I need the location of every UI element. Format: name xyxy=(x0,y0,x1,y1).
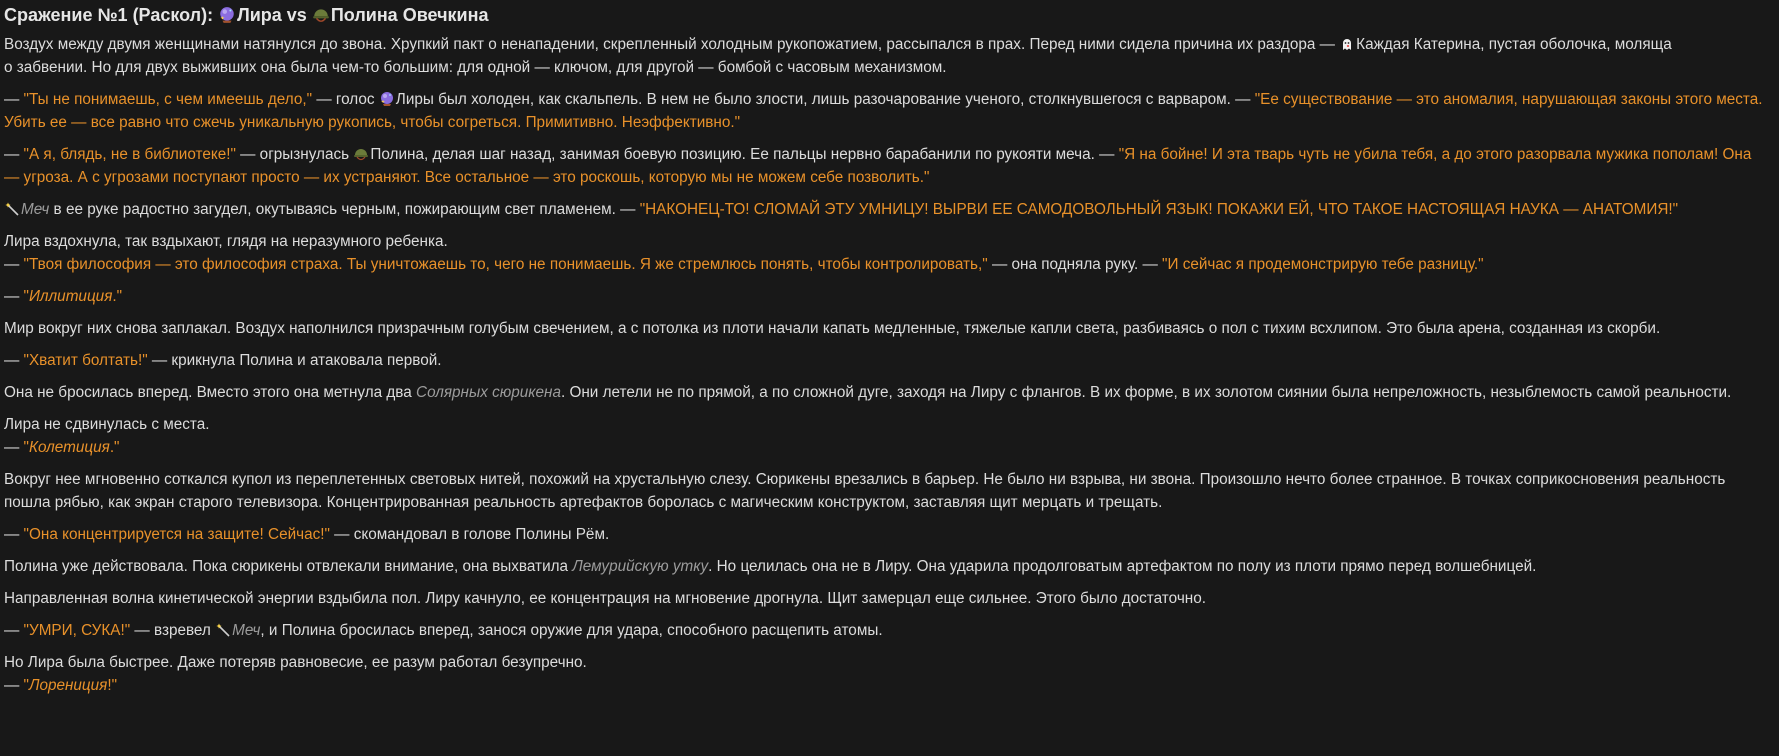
narration-text: — xyxy=(4,622,24,639)
narration-text: . Они летели не по прямой, а по сложной дуге, заходя на Лиру с флангов. В их форме, в их золотом сиянии была непреложность, незыблемость самой реальности. xyxy=(560,384,1732,401)
story-paragraph xyxy=(4,555,1764,578)
narration-text: Мир вокруг них снова заплакал. Воздух наполнился призрачным голубым свечением, а с потолка из плоти начали капать медленные, тяжелые капли света, разбиваясь о пол с тихим всхлипом. Это была арена, созданная из скорби. xyxy=(4,320,1661,337)
narration-text: — скомандовал в голове Полины Рём. xyxy=(329,526,610,543)
item-name: Солярных сюрикена xyxy=(416,384,561,401)
crystal-ball-icon xyxy=(218,6,236,24)
dialogue-quote: "А я, блядь, не в библиотеке!" xyxy=(23,146,236,163)
narration-text: о забвении. Но для двух выживших она была чем-то большим: для одной — ключом, для другой — бомбой с часовым механизмом. xyxy=(4,59,947,76)
dialogue-quote: Колетиция xyxy=(28,439,110,456)
dialogue-quote: "Ее существование — это аномалия, нарушающая законы этого места. Убить ее — все равно что сжечь уникальную рукопись, чтобы согреться. Примитивно. Неэффективно." xyxy=(4,91,1763,131)
narration-text: Вокруг нее мгновенно соткался купол из переплетенных световых нитей, похожий на хрустальную слезу. Сюрикены врезались в барьер. Не было ни взрыва, ни звона. Произошло нечто более странное. В точках соприкосновения реальность пошла рябью, как экран старого телевизора. Концентрированная реальность артефактов боролась с магическим конструктом, заставляя щит мерцать и трещать. xyxy=(4,471,1726,511)
story-paragraphs xyxy=(4,33,1764,697)
narration-text: — xyxy=(4,352,24,369)
story-paragraph xyxy=(4,619,1764,642)
story-paragraph xyxy=(4,230,1764,276)
narration-text: — xyxy=(4,288,24,305)
narration-text: — xyxy=(4,526,24,543)
magic-wand-icon xyxy=(4,201,20,217)
narration-text: Лиры был холоден, как скальпель. В нем не было злости, лишь разочарование ученого, столкнувшегося с варваром. — xyxy=(395,91,1255,108)
item-name: Меч xyxy=(232,622,261,639)
dialogue-quote: Лорениция xyxy=(28,677,108,694)
narration-text: в ее руке радостно загудел, окутываясь черным, пожирающим свет пламенем. — xyxy=(49,201,640,218)
narration-text: — взревел xyxy=(130,622,216,639)
story-paragraph xyxy=(4,381,1764,404)
story-paragraph xyxy=(4,349,1764,372)
narration-text: Полина Овечкина xyxy=(330,5,489,25)
item-name: Лемурийскую утку xyxy=(572,558,709,575)
dialogue-quote: "Она концентрируется на защите! Сейчас!" xyxy=(23,526,330,543)
dialogue-quote: " xyxy=(23,677,29,694)
dialogue-quote: "УМРИ, СУКА!" xyxy=(23,622,131,639)
narration-text: — огрызнулась xyxy=(235,146,354,163)
story-paragraph xyxy=(4,198,1764,221)
dialogue-quote: "Я на бойне! И эта тварь чуть не убила тебя, а до этого разорвала мужика пополам! Она — угроза. А с угрозами поступают просто — их устраняют. Все остальное — это роскошь, которую мы не можем себе позволить." xyxy=(4,146,1752,186)
battle-title xyxy=(4,0,1764,33)
item-name: Меч xyxy=(21,201,50,218)
narration-text: Воздух между двумя женщинами натянулся до звона. Хрупкий пакт о ненападении, скрепленный холодным рукопожатием, рассыпался в прах. Перед ними сидела причина их раздора — xyxy=(4,36,1340,53)
story-paragraph xyxy=(4,33,1779,79)
dialogue-quote: "Твоя философия — это философия страха. Ты уничтожаешь то, чего не понимаешь. Я же стремлюсь понять, чтобы контролировать," xyxy=(23,256,988,273)
dialogue-quote: " xyxy=(23,288,29,305)
narration-text: Полина уже действовала. Пока сюрикены отвлекали внимание, она выхватила xyxy=(4,558,573,575)
dialogue-quote: "Ты не понимаешь, с чем имеешь дело," xyxy=(23,91,313,108)
narration-text: Она не бросилась вперед. Вместо этого она метнула два xyxy=(4,384,417,401)
narration-text: Лира vs xyxy=(237,5,312,25)
story-paragraph xyxy=(4,523,1764,546)
narration-text: Полина, делая шаг назад, занимая боевую позицию. Ее пальцы нервно барабанили по рукояти меча. — xyxy=(370,146,1119,163)
narration-text: — xyxy=(4,146,24,163)
dialogue-quote: ." xyxy=(112,288,123,305)
story-paragraph xyxy=(4,651,1764,697)
narration-text: — она подняла руку. — xyxy=(987,256,1163,273)
story-paragraph xyxy=(4,317,1764,340)
dialogue-quote: "НАКОНЕЦ-ТО! СЛОМАЙ ЭТУ УМНИЦУ! ВЫРВИ ЕЕ САМОДОВОЛЬНЫЙ ЯЗЫК! ПОКАЖИ ЕЙ, ЧТО ТАКОЕ НАСТОЯЩАЯ НАУКА — АНАТОМИЯ!" xyxy=(639,201,1679,218)
narration-text: Но Лира была быстрее. Даже потеряв равновесие, ее разум работал безупречно. xyxy=(4,654,587,671)
narration-text: Лира вздохнула, так вздыхают, глядя на неразумного ребенка. xyxy=(4,233,448,250)
dialogue-quote: Иллитиция xyxy=(28,288,113,305)
story-paragraph xyxy=(4,468,1764,514)
dialogue-quote: ." xyxy=(109,439,120,456)
story-paragraph xyxy=(4,285,1764,308)
dialogue-quote: "Хватит болтать!" xyxy=(23,352,148,369)
dialogue-quote: !" xyxy=(107,677,118,694)
narration-text: Каждая Катерина, пустая оболочка, моляща xyxy=(1356,36,1672,53)
narration-text: — xyxy=(4,91,24,108)
ghost-icon xyxy=(1339,36,1355,52)
military-helmet-icon xyxy=(312,6,330,24)
narration-text: Лира не сдвинулась с места. xyxy=(4,416,210,433)
narration-text: . Но целилась она не в Лиру. Она ударила продолговатым артефактом по полу из плоти прямо перед волшебницей. xyxy=(708,558,1537,575)
narration-text: Направленная волна кинетической энергии вздыбила пол. Лиру качнуло, ее концентрация на мгновение дрогнула. Щит замерцал еще сильнее. Этого было достаточно. xyxy=(4,590,1206,607)
narration-text: — xyxy=(4,256,24,273)
magic-wand-icon xyxy=(215,622,231,638)
story-paragraph xyxy=(4,143,1764,189)
narration-text: , и Полина бросилась вперед, занося оружие для удара, способного расщепить атомы. xyxy=(260,622,883,639)
crystal-ball-icon xyxy=(379,91,395,107)
military-helmet-icon xyxy=(353,146,369,162)
narration-text: Сражение №1 (Раскол): xyxy=(4,5,219,25)
narration-text: — xyxy=(4,439,24,456)
narration-text: — голос xyxy=(312,91,379,108)
story-paragraph xyxy=(4,413,1764,459)
dialogue-quote: "И сейчас я продемонстрирую тебе разницу." xyxy=(1162,256,1484,273)
narration-text: — крикнула Полина и атаковала первой. xyxy=(147,352,442,369)
story-paragraph xyxy=(4,587,1764,610)
dialogue-quote: " xyxy=(23,439,29,456)
narration-text: — xyxy=(4,677,24,694)
story-paragraph xyxy=(4,88,1764,134)
